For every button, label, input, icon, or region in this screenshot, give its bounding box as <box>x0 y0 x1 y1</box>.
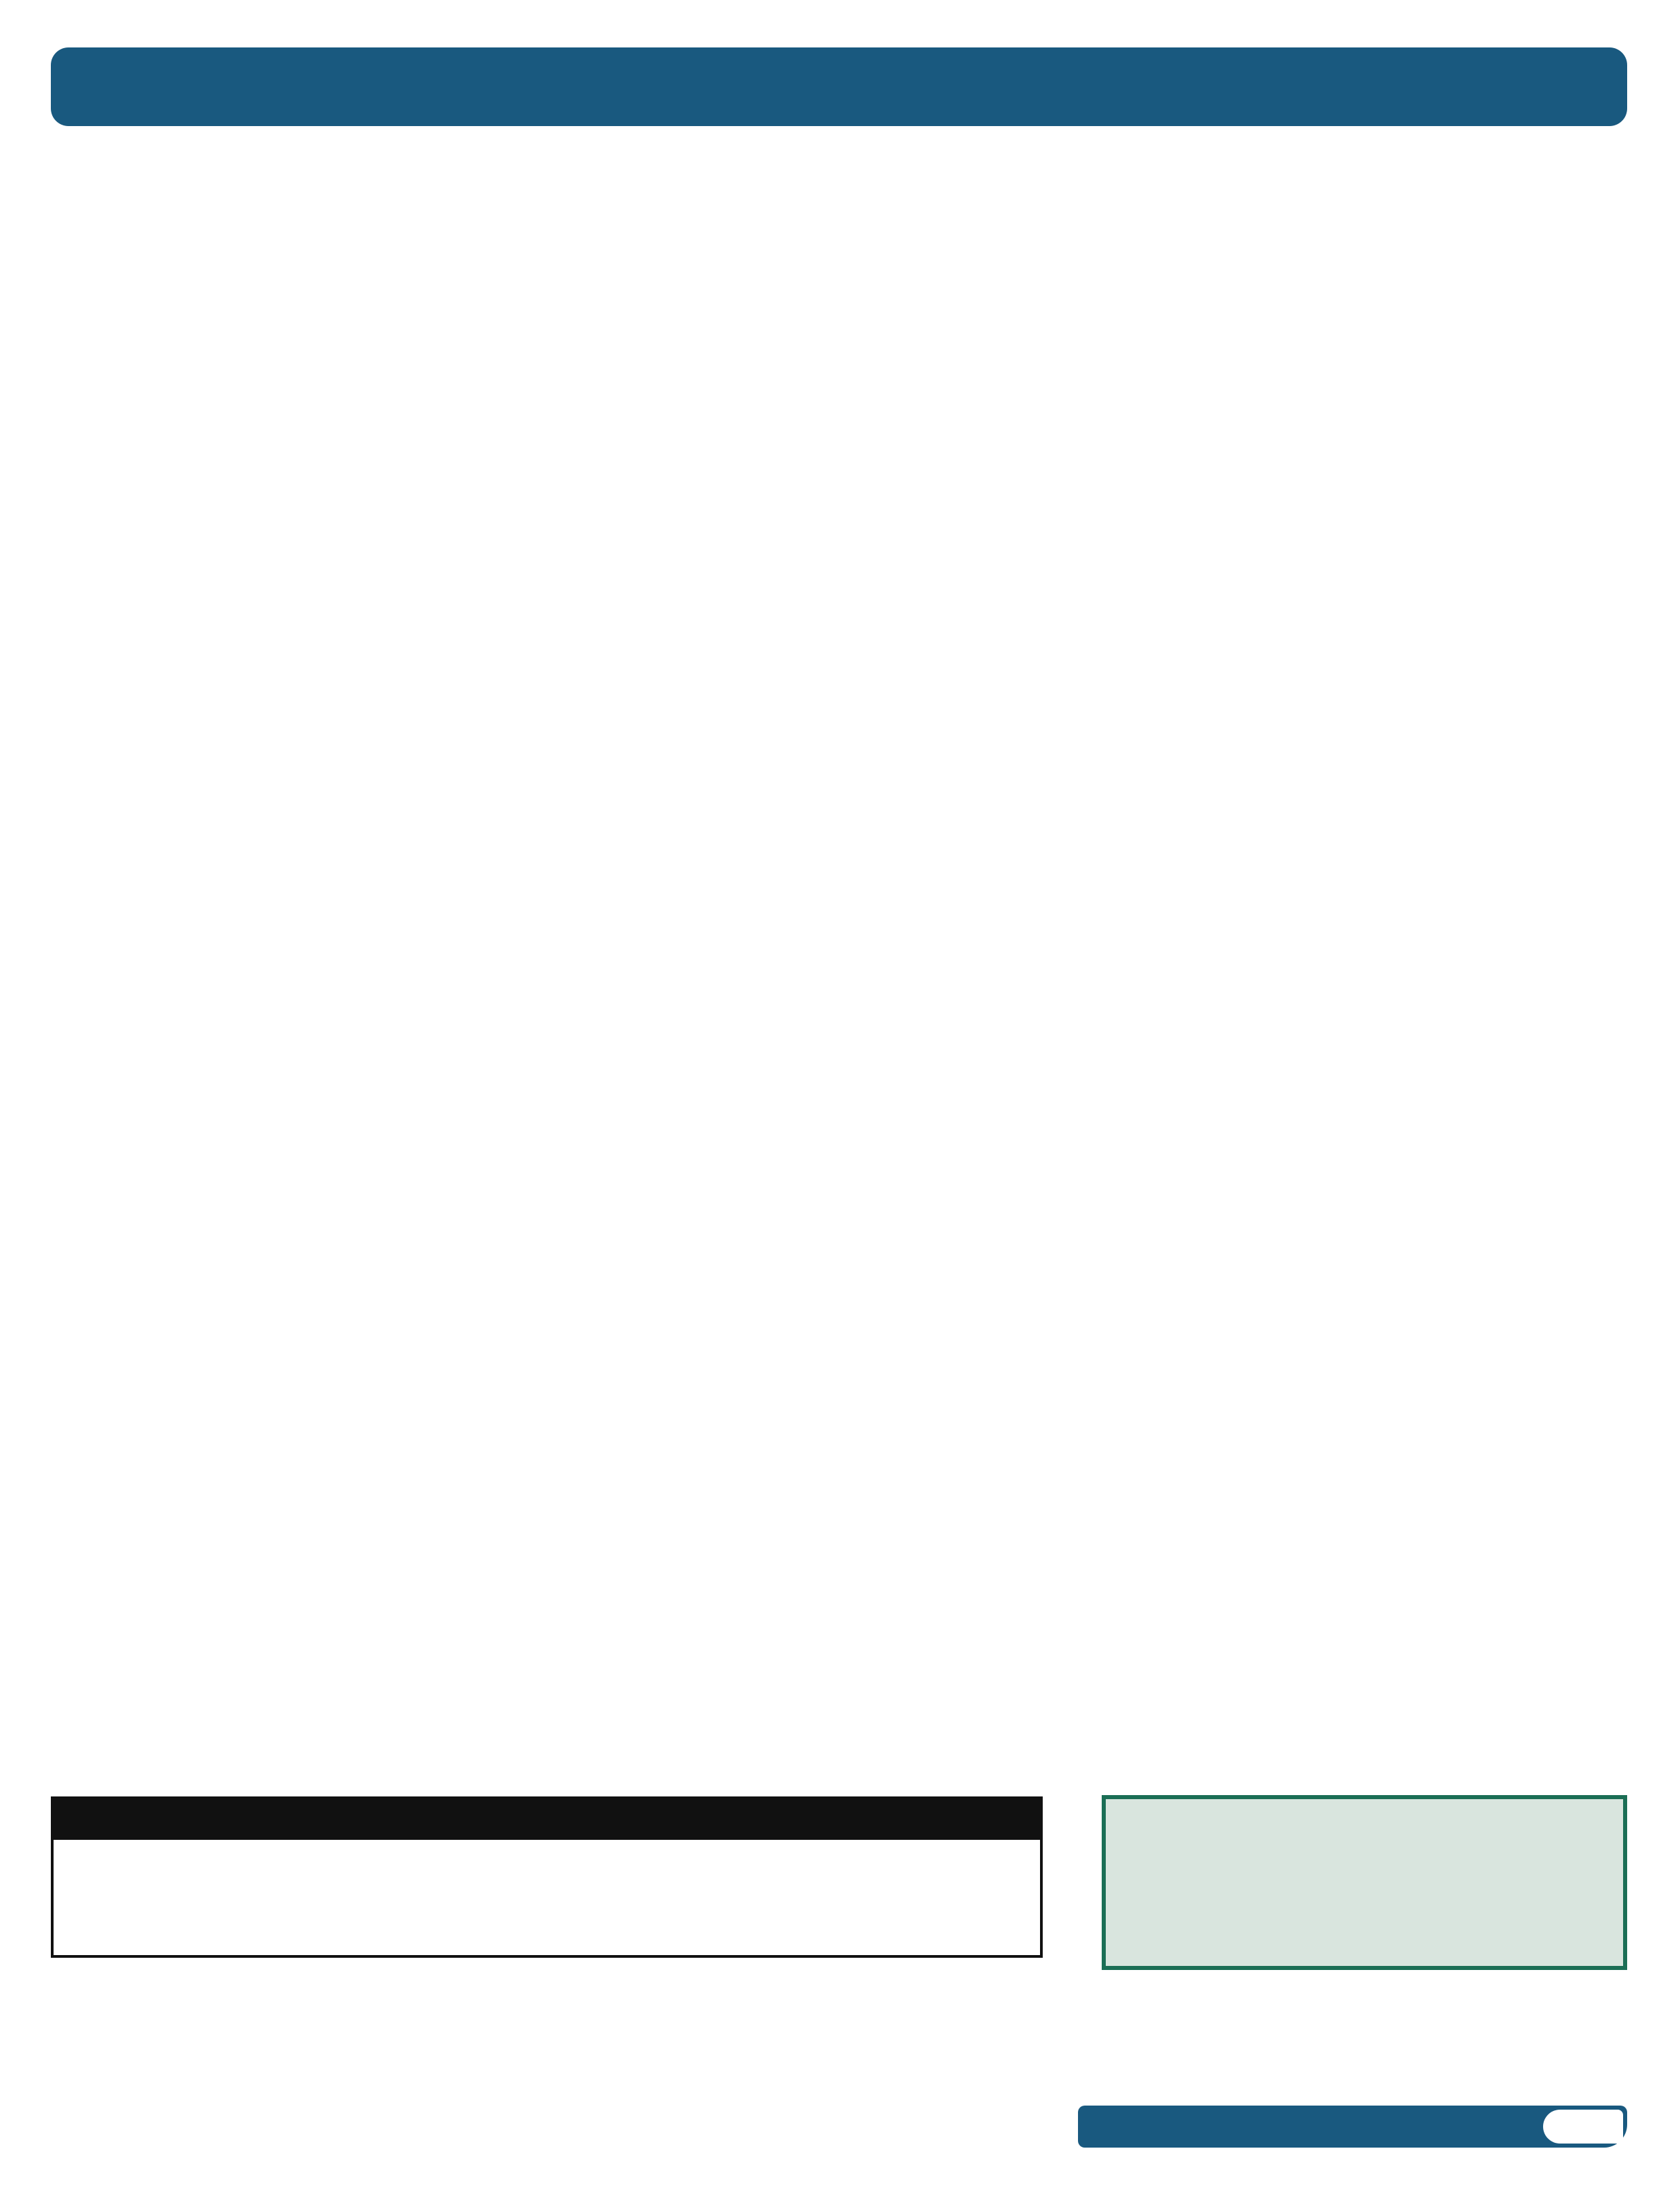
page-title <box>51 47 1627 126</box>
motorcoach-note-title <box>54 1799 1040 1840</box>
motorcoach-note-body <box>54 1840 1040 1955</box>
newark-airport-note-box <box>1102 1795 1627 1970</box>
page-number-badge <box>1543 2110 1623 2144</box>
motorcoach-note-box <box>51 1796 1043 1958</box>
footer-bar <box>1078 2106 1627 2148</box>
